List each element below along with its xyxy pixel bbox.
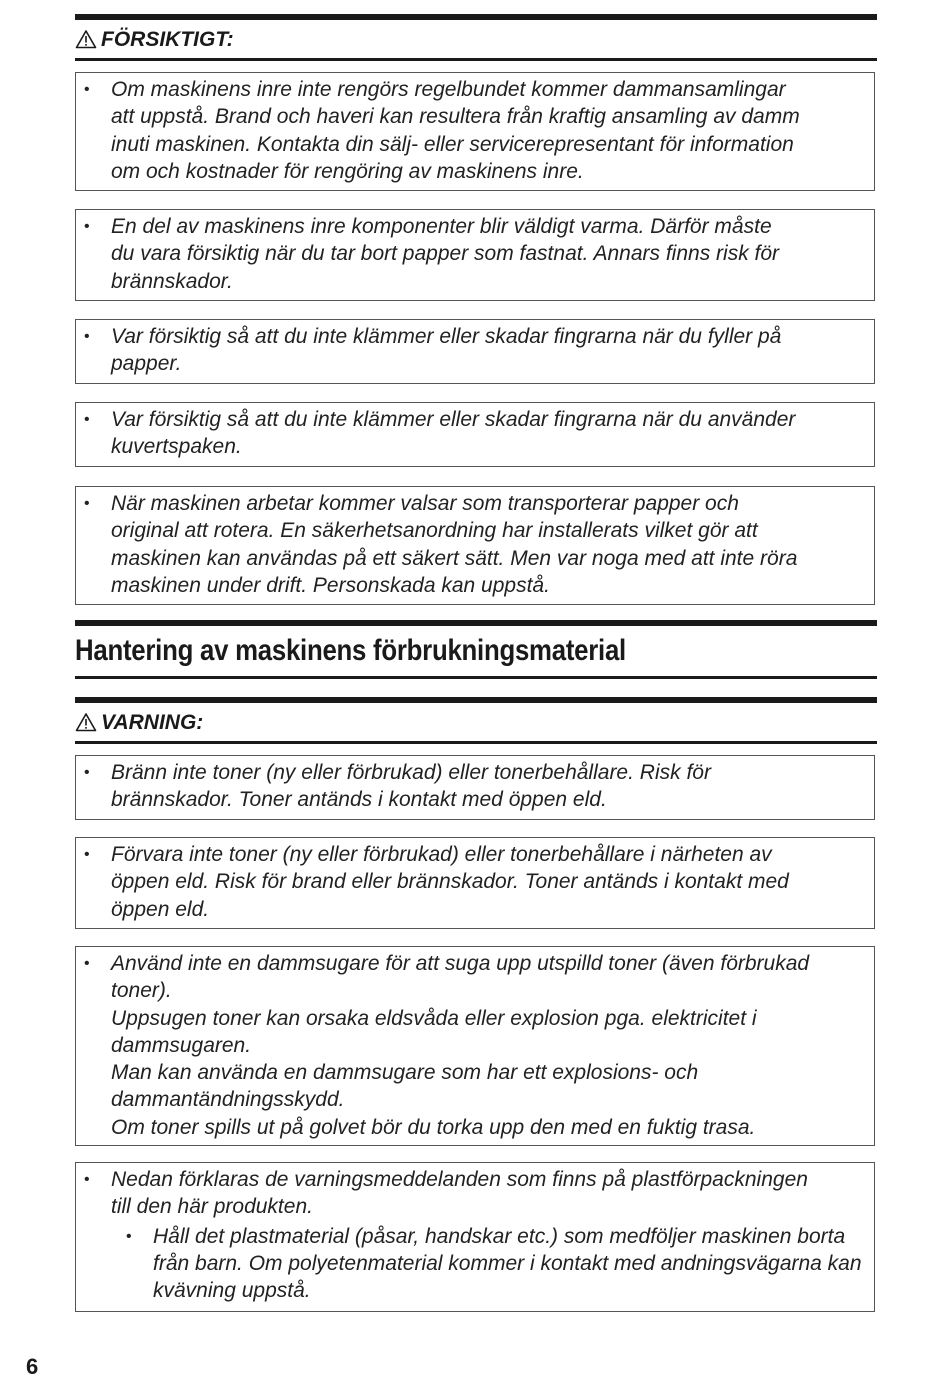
caution-label-text: FÖRSIKTIGT:: [101, 28, 234, 51]
page-number: 6: [26, 1354, 39, 1379]
item-line: Nedan förklaras de varningsmeddelanden som finns på plastförpackningen: [111, 1168, 808, 1191]
caution-box-3: [75, 319, 875, 384]
bullet: •: [84, 846, 90, 863]
bullet: •: [84, 1171, 90, 1188]
caution-box-5: [75, 486, 875, 605]
warning-bottom-rule: [75, 741, 877, 744]
caution-item-2: [76, 210, 874, 295]
caution-item-1: [76, 73, 874, 185]
caution-box-1: [75, 72, 875, 191]
warning-item-1: [76, 756, 874, 814]
warning-subitem: [76, 1221, 874, 1305]
warning-triangle-icon: [75, 29, 97, 55]
item-line: original att rotera. En säkerhetsanordning har installerats vilket gör att: [111, 519, 758, 543]
bullet: •: [84, 81, 90, 98]
caution-box-4: [75, 402, 875, 467]
item-line: inuti maskinen. Kontakta din sälj- eller servicerepresentant för information: [111, 132, 794, 156]
warning-item-2: [76, 838, 874, 923]
bullet: •: [84, 764, 90, 781]
warning-item-4: [76, 1163, 874, 1221]
item-line: När maskinen arbetar kommer valsar som transporterar papper och: [111, 492, 739, 515]
caution-top-rule: [75, 14, 877, 20]
section-title: Hantering av maskinens förbrukningsmaterial: [75, 634, 626, 667]
item-line: dammsugaren.: [111, 1033, 252, 1057]
warning-triangle-icon: [75, 712, 97, 738]
item-line: du vara försiktig när du tar bort papper som fastnat. Annars finns risk för: [111, 242, 780, 266]
item-line: Använd inte en dammsugare för att suga upp utspilld toner (även förbrukad: [111, 952, 810, 975]
item-line: öppen eld.: [111, 897, 210, 921]
item-line: Man kan använda en dammsugare som har ett explosions- och: [111, 1061, 699, 1085]
bullet: •: [84, 955, 90, 972]
bullet: •: [84, 411, 90, 428]
item-line: maskinen kan användas på ett säkert sätt. Men var noga med att inte röra: [111, 546, 798, 570]
item-line: andningsvägarna kan kvävning uppstå.: [153, 1251, 862, 1303]
item-line: maskinen under drift. Personskada kan uppstå.: [111, 573, 550, 597]
item-line: dammantändningsskydd.: [111, 1088, 345, 1112]
section-top-rule: [75, 620, 877, 626]
warning-box-4: [75, 1162, 875, 1312]
caution-item-4: [76, 403, 874, 461]
warning-box-3: [75, 946, 875, 1146]
item-line: Bränn inte toner (ny eller förbrukad) eller tonerbehållare. Risk för: [111, 761, 711, 784]
bullet: •: [126, 1227, 132, 1245]
item-line: att uppstå. Brand och haveri kan resultera från kraftig ansamling av damm: [111, 105, 800, 129]
warning-label: [75, 711, 203, 738]
bullet: •: [84, 328, 90, 345]
caution-bottom-rule: [75, 58, 877, 61]
warning-box-2: [75, 837, 875, 929]
warning-top-rule: [75, 697, 877, 703]
item-line: Var försiktig så att du inte klämmer eller skadar fingrarna när du fyller på: [111, 325, 782, 348]
item-line: Håll det plastmaterial (påsar, handskar etc.) som medföljer maskinen: [153, 1224, 792, 1248]
item-line: Om maskinens inre inte rengörs regelbundet kommer dammansamlingar: [111, 78, 786, 101]
item-line: till den här produkten.: [111, 1195, 313, 1219]
item-line: Var försiktig så att du inte klämmer eller skadar fingrarna när du använder: [111, 408, 796, 431]
item-line: borta från barn. Om polyetenmaterial kommer i kontakt med: [153, 1224, 846, 1275]
caution-box-2: [75, 209, 875, 301]
item-line: En del av maskinens inre komponenter blir väldigt varma. Därför måste: [111, 215, 772, 238]
item-line: Uppsugen toner kan orsaka eldsvåda eller explosion pga. elektricitet i: [111, 1006, 757, 1030]
item-line: toner).: [111, 979, 172, 1003]
warning-item-3: [76, 947, 874, 1141]
warning-label-text: VARNING:: [101, 711, 204, 734]
item-line: brännskador.: [111, 269, 233, 293]
item-line: öppen eld. Risk för brand eller brännskador. Toner antänds i kontakt med: [111, 870, 789, 894]
bullet: •: [84, 495, 90, 512]
item-line: om och kostnader för rengöring av maskinens inre.: [111, 159, 584, 183]
item-line: Om toner spills ut på golvet bör du torka upp den med en fuktig trasa.: [111, 1115, 756, 1139]
caution-item-3: [76, 320, 874, 378]
item-line: kuvertspaken.: [111, 435, 242, 459]
item-line: Förvara inte toner (ny eller förbrukad) eller tonerbehållare i närheten av: [111, 843, 772, 866]
section-bottom-rule: [75, 676, 877, 679]
warning-box-1: [75, 755, 875, 820]
caution-item-5: [76, 487, 874, 599]
caution-label: [75, 28, 234, 55]
item-line: brännskador. Toner antänds i kontakt med öppen eld.: [111, 788, 607, 812]
bullet: •: [84, 218, 90, 235]
item-line: papper.: [111, 352, 182, 376]
